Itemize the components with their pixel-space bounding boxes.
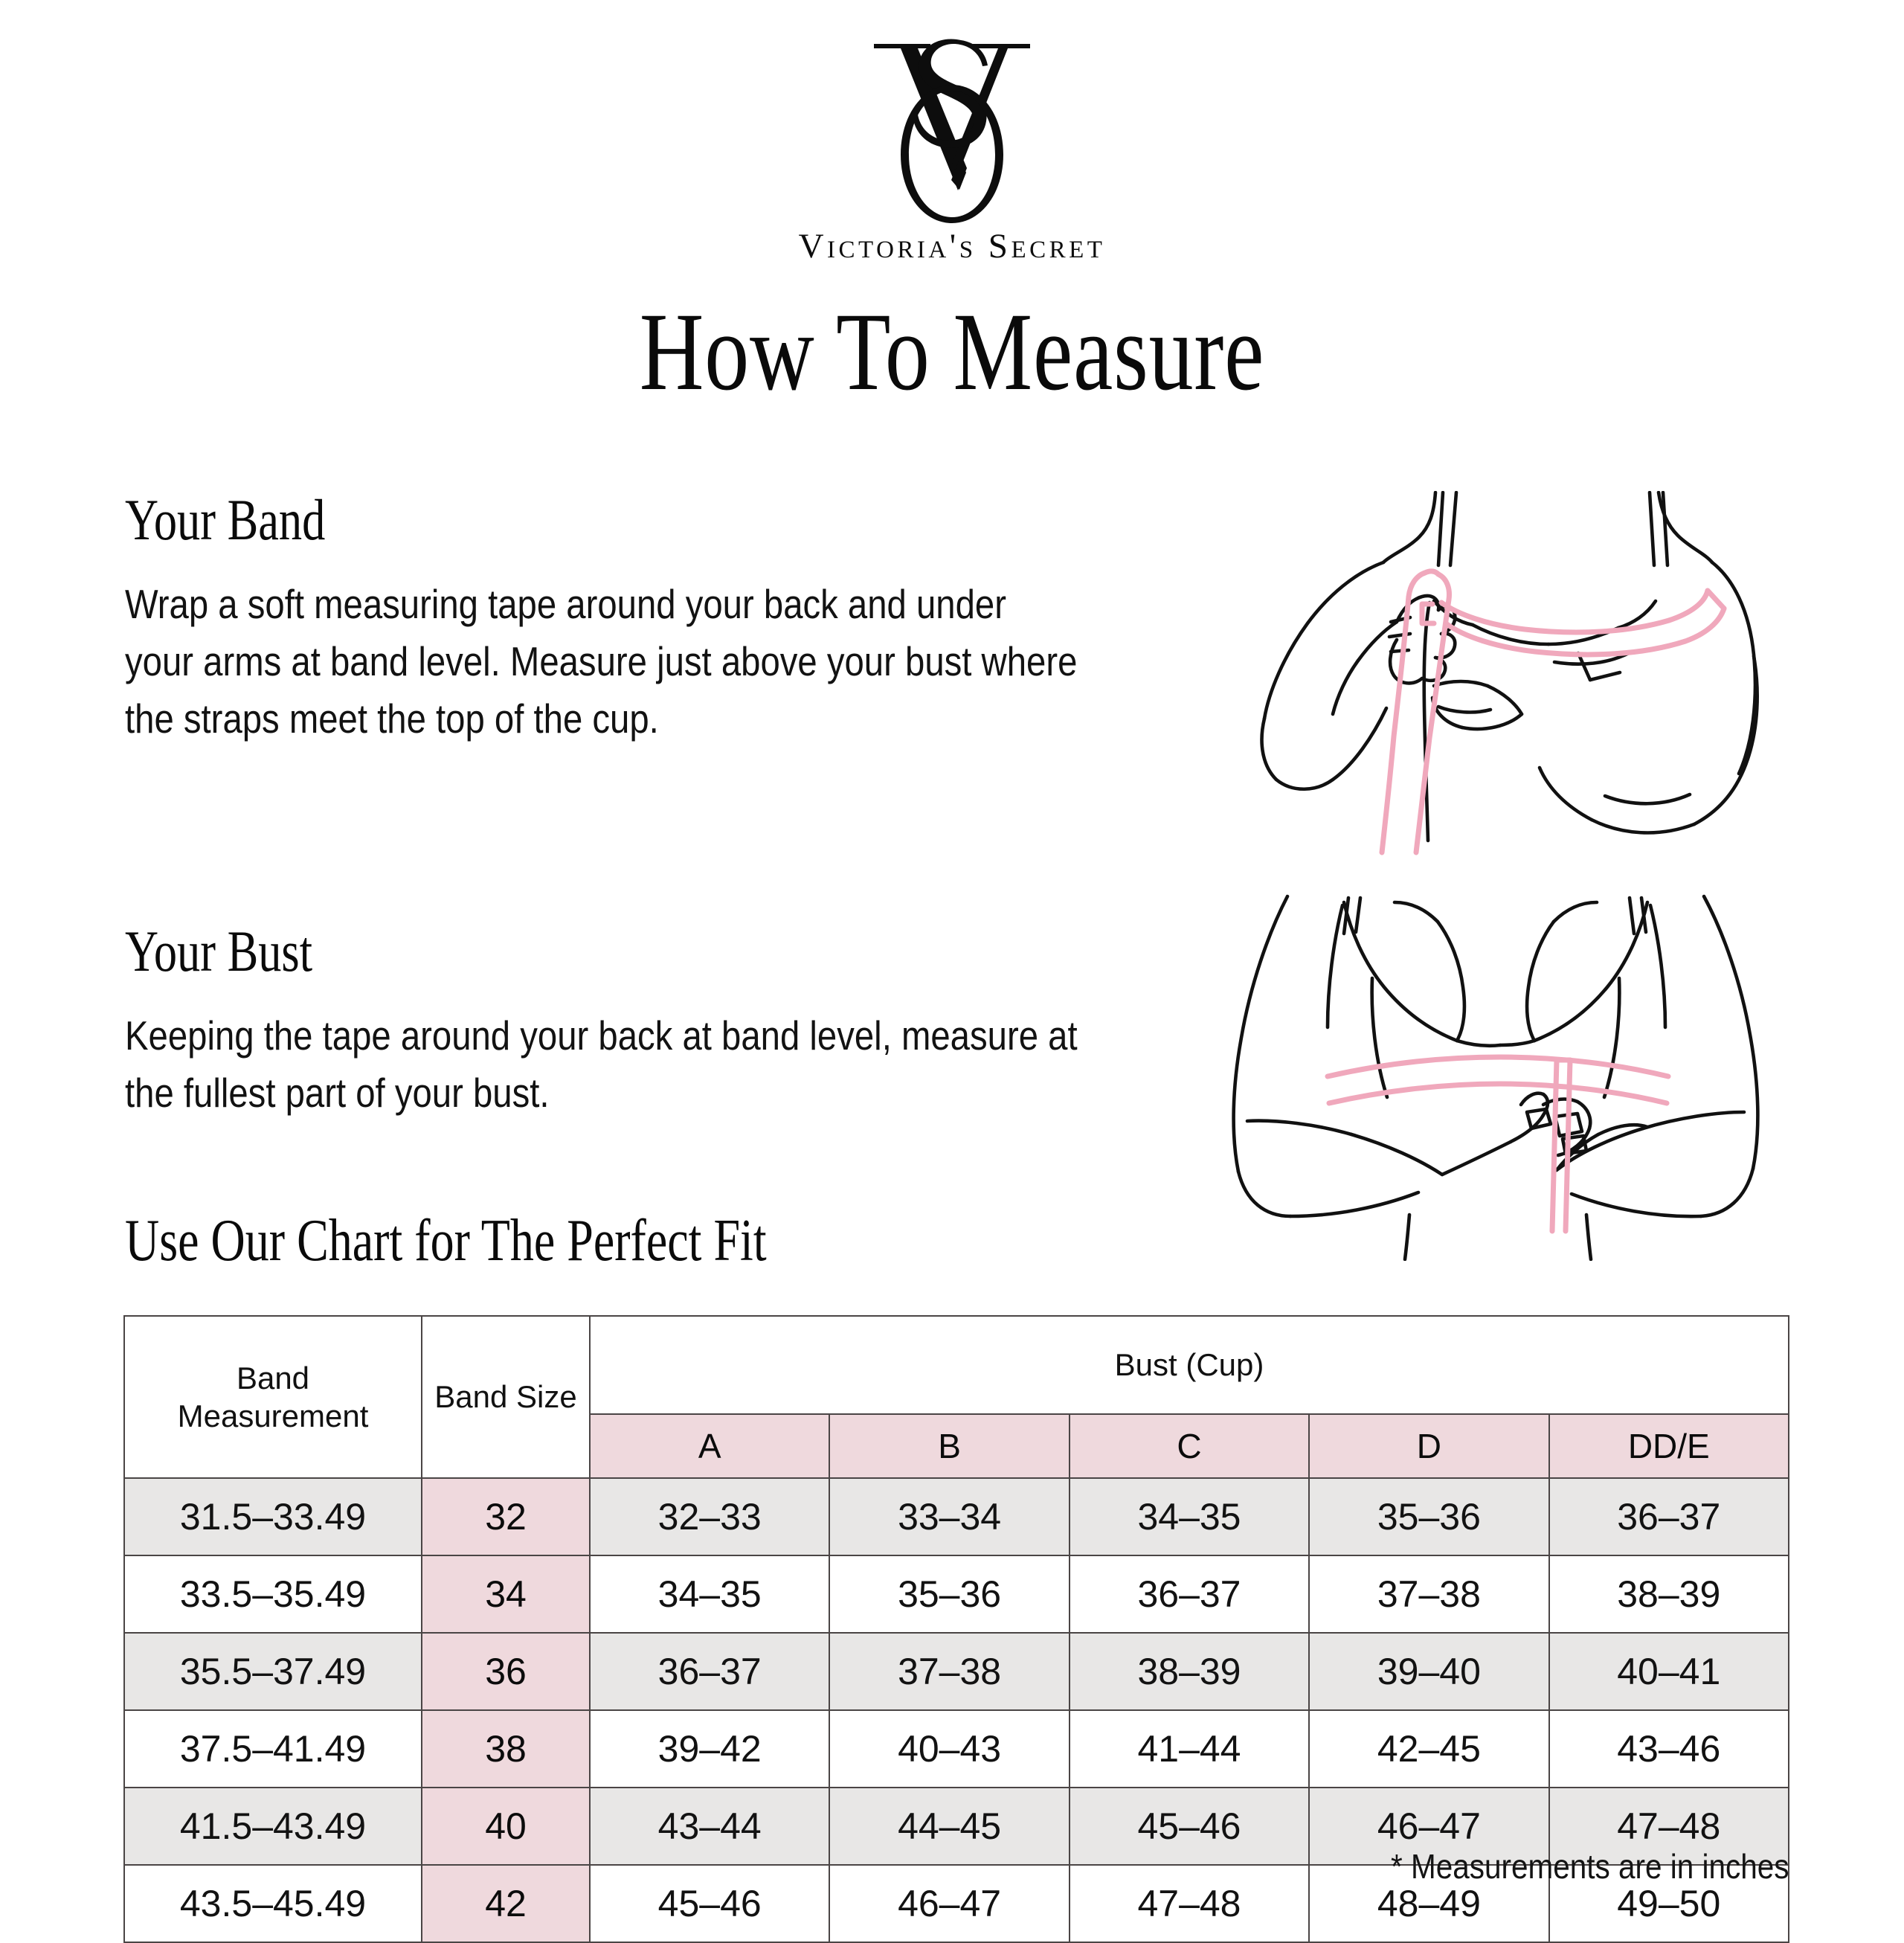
page-title: How To Measure — [639, 290, 1265, 414]
cell-band-size: 38 — [422, 1710, 590, 1788]
cell-cup-b: 44–45 — [829, 1788, 1069, 1865]
cell-cup-a: 43–44 — [590, 1788, 829, 1865]
your-band-heading: Your Band — [125, 487, 326, 552]
cell-cup-d: 46–47 — [1309, 1788, 1548, 1865]
brand-header — [0, 31, 1904, 266]
cell-cup-dde: 47–48 — [1549, 1788, 1789, 1865]
column-header-cup-c: C — [1070, 1414, 1309, 1478]
cell-cup-b: 33–34 — [829, 1478, 1069, 1555]
column-header-bust-cup-group: Bust (Cup) — [590, 1316, 1789, 1414]
cell-band-size: 40 — [422, 1788, 590, 1865]
cell-band-size: 32 — [422, 1478, 590, 1555]
band-measurement-label-line1: Band — [236, 1360, 310, 1396]
your-band-section — [125, 487, 1114, 748]
column-header-cup-dde: DD/E — [1549, 1414, 1789, 1478]
cell-cup-a: 34–35 — [590, 1555, 829, 1633]
cell-cup-c: 45–46 — [1070, 1788, 1309, 1865]
cell-cup-d: 35–36 — [1309, 1478, 1548, 1555]
cell-band-size: 42 — [422, 1865, 590, 1942]
vs-monogram-logo-icon — [859, 31, 1045, 223]
cell-band-size: 36 — [422, 1633, 590, 1710]
band-measuring-illustration — [1138, 491, 1830, 855]
band-measurement-label-line2: Measurement — [177, 1398, 369, 1433]
chart-section-heading: Use Our Chart for The Perfect Fit — [125, 1208, 767, 1274]
cell-band-measurement: 31.5–33.49 — [124, 1478, 422, 1555]
cell-cup-c: 36–37 — [1070, 1555, 1309, 1633]
cell-cup-b: 40–43 — [829, 1710, 1069, 1788]
cell-cup-dde: 36–37 — [1549, 1478, 1789, 1555]
cell-cup-b: 35–36 — [829, 1555, 1069, 1633]
cell-cup-dde: 40–41 — [1549, 1633, 1789, 1710]
bust-measuring-illustration — [1157, 889, 1833, 1261]
cell-band-size: 34 — [422, 1555, 590, 1633]
cell-cup-a: 36–37 — [590, 1633, 829, 1710]
cell-cup-c: 47–48 — [1070, 1865, 1309, 1942]
cell-band-measurement: 37.5–41.49 — [124, 1710, 422, 1788]
cell-cup-a: 32–33 — [590, 1478, 829, 1555]
cell-band-measurement: 33.5–35.49 — [124, 1555, 422, 1633]
table-row — [124, 1555, 1789, 1633]
table-footnote: * Measurements are in inches — [1391, 1847, 1789, 1886]
table-header — [124, 1316, 1789, 1478]
column-header-band-measurement — [124, 1316, 422, 1478]
cell-cup-d: 48–49 — [1309, 1865, 1548, 1942]
cell-band-measurement: 35.5–37.49 — [124, 1633, 422, 1710]
cell-cup-d: 39–40 — [1309, 1633, 1548, 1710]
cell-cup-c: 41–44 — [1070, 1710, 1309, 1788]
your-band-body: Wrap a soft measuring tape around your back and under your arms at band level. Measure just above your bust where the straps meet the top of the cup. — [125, 581, 1078, 742]
cell-cup-dde: 43–46 — [1549, 1710, 1789, 1788]
cell-cup-b: 46–47 — [829, 1865, 1069, 1942]
cell-cup-d: 37–38 — [1309, 1555, 1548, 1633]
cell-cup-dde: 38–39 — [1549, 1555, 1789, 1633]
column-header-cup-b: B — [829, 1414, 1069, 1478]
table-row — [124, 1478, 1789, 1555]
column-header-cup-a: A — [590, 1414, 829, 1478]
table-row — [124, 1710, 1789, 1788]
cell-cup-b: 37–38 — [829, 1633, 1069, 1710]
cell-band-measurement: 41.5–43.49 — [124, 1788, 422, 1865]
cell-cup-a: 45–46 — [590, 1865, 829, 1942]
cell-cup-c: 34–35 — [1070, 1478, 1309, 1555]
cell-cup-a: 39–42 — [590, 1710, 829, 1788]
table-header-row-group — [124, 1316, 1789, 1414]
table-row — [124, 1633, 1789, 1710]
cell-band-measurement: 43.5–45.49 — [124, 1865, 422, 1942]
cell-cup-dde: 49–50 — [1549, 1865, 1789, 1942]
cell-cup-d: 42–45 — [1309, 1710, 1548, 1788]
your-bust-section — [125, 919, 1114, 1122]
column-header-cup-d: D — [1309, 1414, 1548, 1478]
brand-wordmark: Victoria's Secret — [798, 227, 1106, 266]
your-bust-heading: Your Bust — [125, 919, 313, 983]
cell-cup-c: 38–39 — [1070, 1633, 1309, 1710]
your-bust-body: Keeping the tape around your back at band level, measure at the fullest part of your bust. — [125, 1012, 1078, 1116]
column-header-band-size: Band Size — [422, 1316, 590, 1478]
